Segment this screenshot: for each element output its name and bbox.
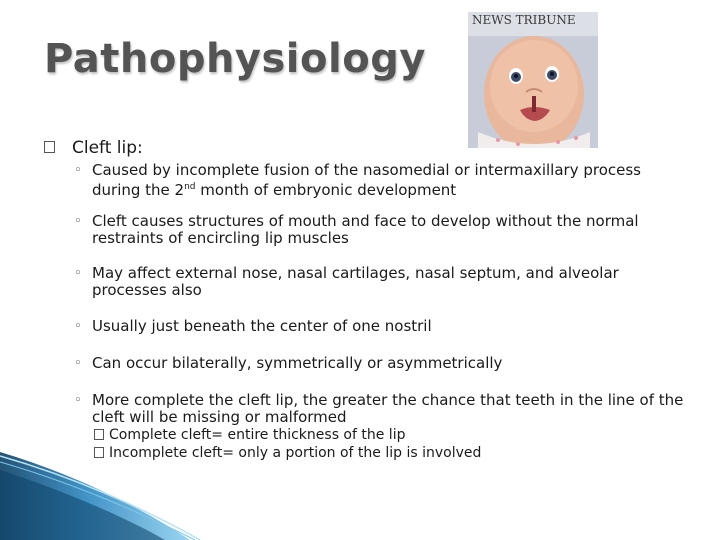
subpoint-1 xyxy=(74,162,664,199)
subpoint-6 xyxy=(74,392,684,426)
subpoint-2-text: Cleft causes structures of mouth and face to develop without the normal restraints of encircling lip muscles xyxy=(92,212,639,247)
subpoint-3 xyxy=(74,265,654,299)
square-bullet-icon xyxy=(94,429,104,440)
subpoint-4 xyxy=(74,318,674,335)
subpoint-3-text: May affect external nose, nasal cartilages, nasal septum, and alveolar processes also xyxy=(92,264,619,299)
square-bullet-icon xyxy=(44,141,55,153)
subpoint-4-text: Usually just beneath the center of one nostril xyxy=(92,317,432,335)
subpoint-1-text: Caused by incomplete fusion of the nasomedial or intermaxillary process during the 2nd month of embryonic development xyxy=(92,161,641,199)
circle-bullet-icon: ◦ xyxy=(74,163,82,178)
photo-newspaper-text: NEWS TRIBUNE xyxy=(472,13,576,27)
circle-bullet-icon: ◦ xyxy=(74,319,82,334)
subpoint-6-text: More complete the cleft lip, the greater the chance that teeth in the line of the cleft will be missing or malformed xyxy=(92,391,684,426)
subsubpoint-incomplete: Incomplete cleft= only a portion of the lip is involved xyxy=(94,445,481,462)
slide-title: Pathophysiology xyxy=(44,36,426,82)
subpoint-5-text: Can occur bilaterally, symmetrically or asymmetrically xyxy=(92,354,503,372)
subpoint-2 xyxy=(74,213,694,247)
circle-bullet-icon: ◦ xyxy=(74,214,82,229)
circle-bullet-icon: ◦ xyxy=(74,393,82,408)
circle-bullet-icon: ◦ xyxy=(74,266,82,281)
subpoint-5 xyxy=(74,355,674,372)
circle-bullet-icon: ◦ xyxy=(74,356,82,371)
square-bullet-icon xyxy=(94,447,104,458)
bullet-cleft-lip: Cleft lip: xyxy=(72,138,143,158)
subsubpoint-complete: Complete cleft= entire thickness of the lip xyxy=(94,427,405,444)
infant-photo xyxy=(468,12,598,148)
